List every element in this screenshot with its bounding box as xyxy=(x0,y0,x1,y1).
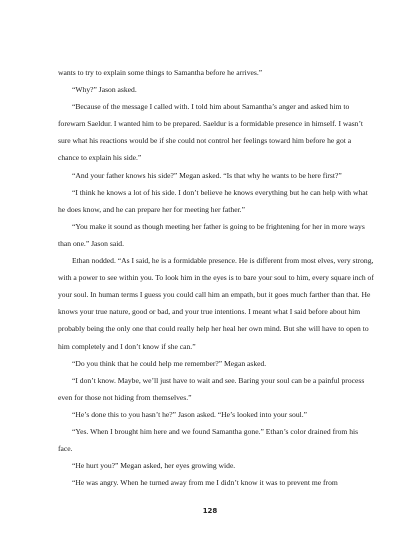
paragraph: wants to try to explain some things to Samantha before he arrives.” xyxy=(58,68,263,77)
paragraph: “He hurt you?” Megan asked, her eyes growing wide. xyxy=(72,461,236,471)
paragraph: “I think he knows a lot of his side. I don’t believe he knows everything but he can help with what he does know, and he can prepare her for meeting her father.” xyxy=(58,187,368,214)
paragraph: Ethan nodded. “As I said, he is a formidable presence. He is different from most elves, very strong, with a power to see within you. To look him in the eyes is to bare your soul to him, every square inch of your soul. In human terms I guess you could call him an empath, but it goes much farther than that. He knows your true nature, good or bad, and your true intentions. I meant what I said before about him probably being the only one that could really help her heal her own mind. But she will have to open to him completely and I don’t know if she can.” xyxy=(58,256,374,351)
paragraph: “He’s done this to you hasn’t he?” Jason asked. “He’s looked into your soul.” xyxy=(72,409,308,419)
paragraph: “Why?” Jason asked. xyxy=(72,85,137,95)
paragraph: “You make it sound as though meeting her father is going to be frightening for her in more ways than one.” Jason said. xyxy=(58,221,365,248)
paragraph: “And your father knows his side?” Megan asked. “Is that why he wants to be here first?” xyxy=(72,170,342,180)
paragraph: “Do you think that he could help me remember?” Megan asked. xyxy=(72,358,267,368)
paragraph: “He was angry. When he turned away from me I didn’t know it was to prevent me from xyxy=(72,478,338,488)
paragraph: “Yes. When I brought him here and we found Samantha gone.” Ethan’s color drained from his face. xyxy=(58,426,359,454)
paragraph: “Because of the message I called with. I told him about Samantha’s anger and asked him to forewarn Saeldur. I wanted him to be prepared. Saeldur is a formidable presence in himself. I wasn’t sure what his reactions would be if she could not control her feelings toward him before he got a chance to explain his side.” xyxy=(58,102,363,163)
paragraph: “I don’t know. Maybe, we’ll just have to wait and see. Baring your soul can be a painful process even for those not hiding from themselves.” xyxy=(58,375,365,402)
body-text xyxy=(58,64,374,491)
page-number: 128 xyxy=(202,507,218,515)
